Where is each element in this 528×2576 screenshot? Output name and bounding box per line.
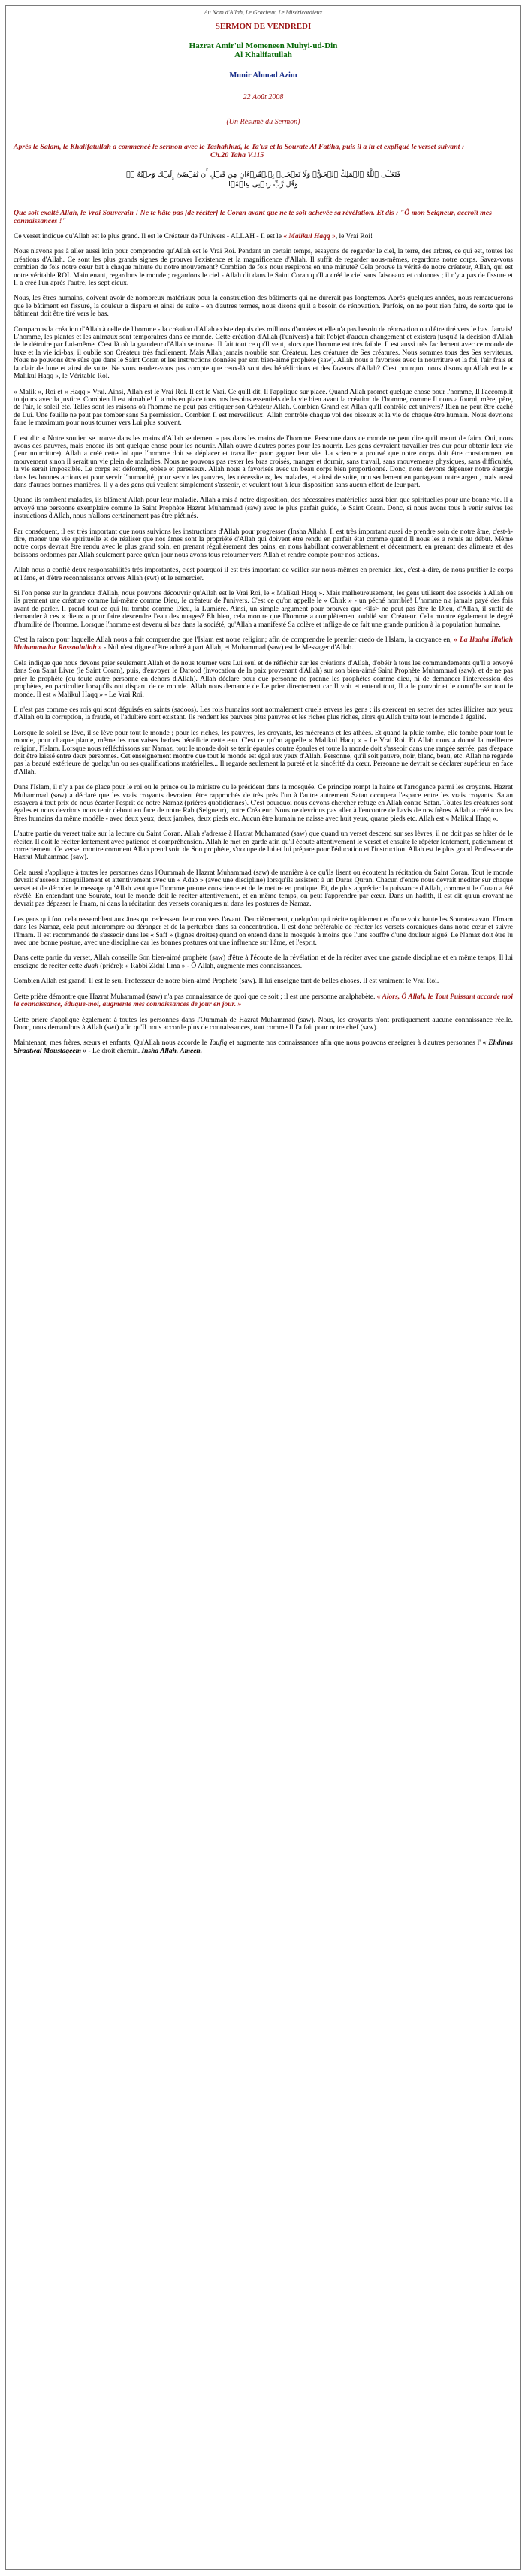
sermon-paragraph xyxy=(14,869,513,909)
paragraph-text: , le Vrai Roi! xyxy=(335,233,373,240)
paragraph-text: - Le droit chemin. xyxy=(86,1047,142,1055)
arabic-verse: فَتَعَـٰلَى ٱللَّهُ ٱلۡمَلِكُ ٱلۡحَقُّ‌ۗ وَلَا تَعۡجَلۡ بِٱلۡقُرۡءَانِ مِن قَبۡلِ أَن يُقۡضَىٰٓ إِلَيۡكَ وَحۡيُهُ ۥ‌ۖ وَقُل رَّبِّ زِدۡنِى عِلۡمً۬ا xyxy=(126,171,400,189)
paragraph-text: - Nul n'est digne d'être adoré à part Allah, et Muhammad (saw) est le Messager d'Allah. xyxy=(101,644,354,652)
paragraph-text: Ce verset indique qu'Allah est le plus grand. Il est le Créateur de l'Univers - ALLAH - Il est le xyxy=(14,233,284,240)
sermon-paragraph xyxy=(14,248,513,287)
paragraph-text: et augmente nos connaissances afin que nous pouvons enseigner à d'autres personnes l' xyxy=(227,1039,483,1048)
sermon-paragraph xyxy=(14,993,513,1009)
sermon-paragraph xyxy=(14,978,513,985)
sermon-paragraph xyxy=(14,497,513,520)
sermon-paragraph xyxy=(14,233,513,240)
paragraph-text: « La Ilaaha Illallah Muhammadur Rassoolullah » xyxy=(14,636,513,652)
paragraph-text: Il n'est pas comme ces rois qui sont déguisés en saints (sadoos). Les rois humains sont normalement cruels envers les gens ; ils exercent en secret des actes illicites aux yeux d'Allah où la corruption, la fraude, et l'adultère sont existant. Ils rendent les pauvres plus pauvres et les riches plus riches, alors qu'Allah traite tout le monde à égalité. xyxy=(14,706,513,722)
paragraph-text: Dans cette partie du verset, Allah conseille Son bien-aimé prophète (saw) d'être à l'écoute de la révélation et de la réciter avec une grande discipline et en même temps, Il lui enseigne de réciter cette xyxy=(14,954,513,970)
sermon-paragraph xyxy=(14,636,513,652)
paragraph-text: « Alors, Ô Allah, le Tout Puissant accorde moi la connaissance, éduque-moi, augmente mes connaissances de jour en jour. » xyxy=(14,993,513,1009)
paragraph-text: « Ehdinas Siraatwal Moustaqeem » xyxy=(14,1039,513,1055)
paragraph-text: Cette prière démontre que Hazrat Muhammad (saw) n'a pas connaissance de quoi que ce soit ; il est une personne analphabète. xyxy=(14,993,377,1001)
paragraph-text: « Malik », Roi et « Haqq » Vrai. Ainsi, Allah est le Vrai Roi. Il est le Vrai. Ce qu'Il dit, Il l'applique sur place. Quand Allah promet quelque chose pour l'homme, Il l'accomplit toujours avec la justice. Combien Il est aimable! Il a mis en place tous nos besoins essentiels de la vie bien avant la création de l'homme, comme Il nous a fourni, mère, père, de l'air, le soleil etc. Telles sont les raisons où l'homme ne peut pas critiquer son Créateur Allah. Combien Grand est Allah qu'Il contrôle cet univers? Rien ne peut être caché de Lui. Une feuille ne peut pas tomber sans Sa permission. Combien Il est merveilleux! Allah contrôle chaque vol des oiseaux et la vie de chaque être humain. Nous devrions faire le maximum pour nous tourner vers Lui plus souvent. xyxy=(14,388,513,428)
sermon-paragraph xyxy=(14,435,513,490)
intro-block xyxy=(14,143,513,159)
sermon-title: SERMON DE VENDREDI xyxy=(215,22,312,31)
summary-label: (Un Résumé du Sermon) xyxy=(226,118,300,126)
paragraph-text: Les gens qui font cela ressemblent aux ânes qui redressent leur cou vers l'avant. Deuxièmement, quelqu'un qui récite rapidement et d'une voix haute les Sourates avant l'Imam dans les Namaz, cela peut interrompre ou déranger et de la perturber dans sa concentration. Il est donc préférable de réciter les versets coraniques dans notre cœur et suivre l'Imam. Il est recommandé de s'asseoir dans les « Saff » (lignes droites) quand on entend dans la mosquée à moins que l'une souffre d'une douleur aiguë. Le Namaz doit être lu avec une bonne posture, avec une discipline car les bonnes postures ont une influence sur l'âme, et l'esprit. xyxy=(14,915,513,948)
sermon-paragraph xyxy=(14,954,513,970)
sermon-paragraph xyxy=(14,830,513,862)
intro-text: Après le Salam, le Khalifatullah a commencé le sermon avec le Tashahhud, le Ta'uz et la Sourate Al Fatiha, puis il a lu et expliqué le verset suivant : xyxy=(14,143,465,151)
subtitle-line-2: Al Khalifatullah xyxy=(234,50,292,59)
sermon-paragraph xyxy=(14,730,513,776)
sermon-paragraph xyxy=(14,660,513,699)
paragraph-text: « Malikul Haqq » xyxy=(283,233,336,240)
chapter-reference: Ch.20 Taha V.115 xyxy=(210,151,264,159)
sermon-paragraph xyxy=(14,784,513,823)
sermon-paragraph xyxy=(14,528,513,560)
basmala: Au Nom d'Allah, Le Gracieux, Le Miséricordieux xyxy=(204,9,323,16)
verse-translation: Que soit exalté Allah, le Vrai Souverain ! Ne te hâte pas [de réciter] le Coran avant que ne te soit achevée sa révélation. Et dis : "Ô mon Seigneur, accroît mes connaissances !" xyxy=(14,209,492,225)
sermon-paragraph xyxy=(14,295,513,318)
document-frame xyxy=(5,5,521,2570)
subtitle-block xyxy=(14,41,513,59)
paragraph-text: Nous, les êtres humains, doivent avoir de nombreux matériaux pour la construction des bâtiments qui ne durerait pas longtemps. Après quelques années, nous remarquerons que le bâtiment est fissuré, la couleur a disparu et ainsi de suite - en d'autres termes, nous disons qu'il a besoin de rénovation. Parfois, on ne peut rien faire, de sorte que le bâtiment doit être tiré vers le bas. xyxy=(14,295,513,319)
paragraph-text: Lorsque le soleil se lève, il se lève pour tout le monde ; pour les riches, les pauvres, les croyants, les mécréants et les athées. Et quand la pluie tombe, elle tombe pour tout le monde, pour chaque plante, même les mauvaises herbes bénéficie cette eau. C'est ce qu'on appelle « Malikul Haqq » - Le Vrai Roi. Et Allah nous a donné la meilleure religion, l'Islam. Lorsque nous réfléchissons sur Namaz, tout le monde doit se tenir épaules contre épaules et toute la monde doit s'asseoir dans une rangée serrée, pas d'espace doit être laissé entre deux personnes. Cet enseignement montre que tout le monde est égal aux yeux d'Allah. Personne, qu'il soit pauvre, noir, blanc, beau, etc. Allah ne regarde pas la beauté extérieure de quelqu'un ou ses qualifications matérielles... Il regarde seulement la pureté et la sincérité du cœur. Personne ne devrait se déclarer supérieur en face d'Allah. xyxy=(14,729,513,776)
paragraph-text: (prière): « Rabbi Zidni Ilma » - Ô Allah, augmente mes connaissances. xyxy=(98,962,303,970)
paragraph-text: Cela indique que nous devons prier seulement Allah et de nous tourner vers Lui seul et de réfléchir sur les créations d'Allah, d'obéir à tous les commandements qu'Il a envoyé dans Son Saint Livre (le Saint Coran), puis, d'envoyer le Darood (invocation de la paix provenant d'Allah) sur son bien-aimé Saint Prophète Muhammad (saw), et de ne pas prier le prophète (ou toute autre personne en dehors d'Allah). Allah déclare pour que personne ne prenne les prophètes comme dieu, ni de demander l'intercession des prophètes, en particulier lorsqu'ils ont disparu de ce monde. Allah nous demande de Le prier directement car Il voit et entend tout, Il a le pouvoir et le contrôle sur tout le monde. Il est « Malikul Haqq » - Le Vrai Roi. xyxy=(14,659,513,699)
author-name: Munir Ahmad Azim xyxy=(229,71,297,80)
paragraph-text: Maintenant, mes frères, sœurs et enfants, Qu'Allah nous accorde le xyxy=(14,1039,210,1048)
sermon-date: 22 Août 2008 xyxy=(243,93,284,101)
paragraph-text: C'est la raison pour laquelle Allah nous a fait comprendre que l'Islam est notre religion; afin de comprendre le premier credo de l'Islam, la croyance en, xyxy=(14,636,454,645)
paragraph-text: Cela aussi s'applique à toutes les personnes dans l'Oummah de Hazrat Muhammad (saw) de manière à ce qu'ils lisent ou écoutent la récitation du Saint Coran. Tout le monde devrait s'asseoir tranquillement et attentivement avec un « Adab » (avec une discipline) lorsqu'ils assistent à un Daras Quran. Chacun d'entre nous devrait méditer sur chaque verset et de décoder le message qu'Allah veut que l'homme prenne conscience et de le mettre en pratique. Et, de plus apprécier la puissance d'Allah, comment le Coran a été révélé. En entendant une Sourate, tout le monde doit le réciter attentivement, et en même temps, on peut l'apprendre par cœur. Dans un hadith, il est dit qu'un croyant ne devrait pas dépasser le Imam, ni dans la récitation des versets coraniques ni dans les postures de Namaz. xyxy=(14,869,513,909)
paragraph-text: Si l'on pense sur la grandeur d'Allah, nous pouvons découvrir qu'Allah est le Vrai Roi, le « Malikul Haqq ». Mais malheureusement, les gens utilisent des associés à Allah ou ils prennent une créature comme lui-même comme Dieu, le créateur de l'univers. C'est ce qu'on appelle le « Chirk » - un péché horrible! L'homme n'a jamais payé des fois avant de parler. Il prend tout ce qui lui tombe comme Dieu, la Lumière. Ainsi, un simple argument pour prouver que <ils> ne peut pas être le Dieu, d'Allah, il suffit de demander à ces « dieux » pour faire descendre l'eau des nuages? Eh bien, cela montre que l'homme a complètement oublié son Créateur. Cela montre également le degré d'humilité de l'homme. Lorsque l'homme est devenu si bas dans la société, qu'Allah a manifesté Sa colère et inflige de ce fait une grande punition à la population humaine. xyxy=(14,590,513,629)
paragraph-text: Cette prière s'applique également à toutes les personnes dans l'Oummah de Hazrat Muhammad (saw). Nous, les croyants n'ont pratiquement aucune connaissance réelle. Donc, nous demandons à Allah (swt) afin qu'Il nous accorde plus de connaissances, tout comme Il l'a fait pour notre chef (saw). xyxy=(14,1016,513,1032)
document-body xyxy=(6,6,520,1055)
paragraph-text: Quand ils tombent malades, ils blâment Allah pour leur maladie. Allah a mis à notre disposition, des nécessaires matérielles aussi bien que spirituelles pour une bonne vie. Il a envoyé une personne exemplaire comme le Saint Prophète Hazrat Muhammad (saw) avec le plus parfait guide, le Saint Coran. Donc, si nous avons tous à venir suivre les instructions d'Allah, nous n'allons certainement pas être piétinés. xyxy=(14,497,513,521)
sermon-paragraph xyxy=(14,590,513,629)
paragraph-text: Dans l'Islam, il n'y a pas de place pour le roi ou le prince ou le ministre ou le président dans la mosquée. Ce principe rompt la haine et l'arrogance parmi les croyants. Hazrat Muhammad (saw) a déclaré que les vrais croyants devraient être rapprochés de très près l'un à l'autre autrement Satan occupera l'espace entre les vrais croyants. Satan essayera à tout prix de nous écarter l'esprit de notre Namaz (prières quotidiennes). C'est pourquoi nous devons chercher refuge en Allah contre Satan. Toutes les créatures sont égales et nous devrions nous tenir debout en face de notre Rab (Seigneur), notre Créateur. Nous ne devrions pas aller à l'encontre de l'avis de nos frères. Allah a créé tous les êtres humains du même modèle - avec deux yeux, deux jambes, deux pieds etc. Aucun être humain ne naisse avec huit yeux, quatre pieds etc. Allah est « Malikul Haqq ». xyxy=(14,784,513,823)
paragraph-text: Taufiq xyxy=(209,1039,228,1048)
paragraph-text: Comparons la création d'Allah à celle de l'homme - la création d'Allah existe depuis des millions d'années et elle n'a pas besoin de rénovation ou d'être tiré vers le bas. Jamais! L'homme, les plantes et les animaux sont temporaires dans ce monde. Cette création d'Allah (l'univers) a fait l'objet d'aucun changement et existera jusqu'à la décision d'Allah de le détruire par Lui-même. C'est là où la grandeur d'Allah se trouve. Il fait tout ce qu'Il veut, alors que l'homme est très faible. Il est aussi très facilement avec ce monde de luxe et la vie ici-bas, il oublie son Créateur très facilement. Mais Allah jamais n'oublie son Créateur. Les créatures de Ses créatures. Nous sommes tous des Ses serviteurs. Nous ne pouvons être sûrs que dans le Saint Coran et les instructions données par son bien-aimé prophète (saw). Allah nous a favorisés avec la nourriture et la foi, l'air frais et la clair de lune et ainsi de suite. Ne vous rendez-vous pas compte que ceux-là sont des bénédictions et des faveurs d'Allah? C'est pourquoi nous disons qu'Allah est le « Malikul Haqq », le Véritable Roi. xyxy=(14,325,513,381)
sermon-paragraph xyxy=(14,916,513,948)
paragraph-text: Il est dit: « Notre soutien se trouve dans les mains d'Allah seulement - pas dans les mains de l'homme. Personne dans ce monde ne peut dire qu'il meurt de faim. Oui, nous avons des pauvres, mais encore ils ont quelque chose pour les nourrir. Allah ouvre d'autres portes pour les nourrir. Les gens devraient travailler très dur pour obtenir leur vie (leur nourriture). Allah a créé cette loi que l'homme doit se déplacer et travailler pour gagner leur vie. La science a prouvé que notre corps doit être constamment en mouvement sinon il serait un vie plein de maladies. Nous ne pouvons pas rester les bras croisés, manger et dormir, sans travail, sans mouvements physiques, sans difficultés, la vie serait impossible. Le corps est déformé, obèse et paresseux. Allah nous a favorisés avec un beau corps bien proportionné. Donc, nous devons dépenser notre énergie dans les bonnes actions et pour servir l'humanité, pour servir les pauvres, les nécessiteux, les malades, et ainsi de suite, non seulement en partageant notre argent, mais aussi dans d'autres bonnes manières. Il y a des gens qui veulent simplement s'asseoir, et veulent tout à leur disposition sans aucun effort de leur part. xyxy=(14,434,513,489)
subtitle-line-1: Hazrat Amir'ul Momeneen Muhyi-ud-Din xyxy=(189,41,338,50)
sermon-paragraph xyxy=(14,1039,513,1055)
paragraph-text: Combien Allah est grand! Il est le seul Professeur de notre bien-aimé Prophète (saw). Il lui enseigne tant de belles choses. Il est vraiment le Vrai Roi. xyxy=(14,978,439,986)
paragraph-text: Insha Allah. Ameen. xyxy=(141,1047,203,1055)
sermon-paragraph xyxy=(14,706,513,722)
sermon-paragraphs xyxy=(14,233,513,1055)
paragraph-text: L'autre partie du verset traite sur la lecture du Saint Coran. Allah s'adresse à Hazrat Muhammad (saw) que quand un verset descend sur ses lèvres, il ne doit pas se hâter de le réciter. Il doit le réciter lentement avec patience et compréhension. Allah le met en garde afin qu'il écoute attentivement le verset et ensuite le répéter lentement, patiemment et correctement. Ce verset montre comment Allah prend soin de Son prophète, s'occupe de lui et lui prépare pour l'éducation et l'instruction. Allah est le plus grand Professeur de Hazrat Muhammad (saw). xyxy=(14,830,513,862)
sermon-paragraph xyxy=(14,389,513,428)
sermon-paragraph xyxy=(14,567,513,582)
paragraph-text: duah xyxy=(83,962,98,970)
paragraph-text: Nous n'avons pas à aller aussi loin pour comprendre qu'Allah est le Vrai Roi. Pendant un certain temps, essayons de regarder le ciel, la terre, des arbres, ce qui est, toutes les créations d'Allah. Ce sont les plus grands signes de prouver l'existence et la magnificence d'Allah. Il suffit de regarder nous-mêmes, regardons notre corps. Savez-vous combien de fois notre cœur bat à chaque minute du notre mouvement? Combien de fois nous respirons en une minute? Cela prouve la vérité de notre créateur, Allah, qui est notre véritable ROI. Maintenant, regardons le monde ; regardons le ciel - Allah dit dans le Saint Coran qu'Il a créé le ciel sans faisceaux et colonnes ; il n'y a pas de fissure et Il a créé l'un après l'autre, les sept cieux. xyxy=(14,248,513,288)
sermon-paragraph xyxy=(14,326,513,381)
sermon-paragraph xyxy=(14,1017,513,1033)
paragraph-text: Allah nous a confié deux responsabilités très importantes, c'est pourquoi il est très important de veiller sur nous-mêmes en premier lieu, c'est-à-dire, de nous purifier le corps et l'âme, et d'être reconnaissants envers Allah (swt) et le remercier. xyxy=(14,567,513,582)
paragraph-text: Par conséquent, il est très important que nous suivions les instructions d'Allah pour progresser (Insha Allah). Il est très important aussi de prendre soin de notre âme, c'est-à-dire, mener une vie spirituelle et de réaliser que nos âmes sont la propriété d'Allah qui doivent être rendu en parfait état comme quand Il nous les a remis au début. Même notre corps devrait être rendu avec le plus grand soin, en prenant régulièrement des bains, en nous habillant convenablement et décemment, en prenant des aliments et des boissons ordonnés par Allah seulement parce qu'un jour nous avons tous retourner vers Allah et rendre compte pour nos actions. xyxy=(14,528,513,559)
